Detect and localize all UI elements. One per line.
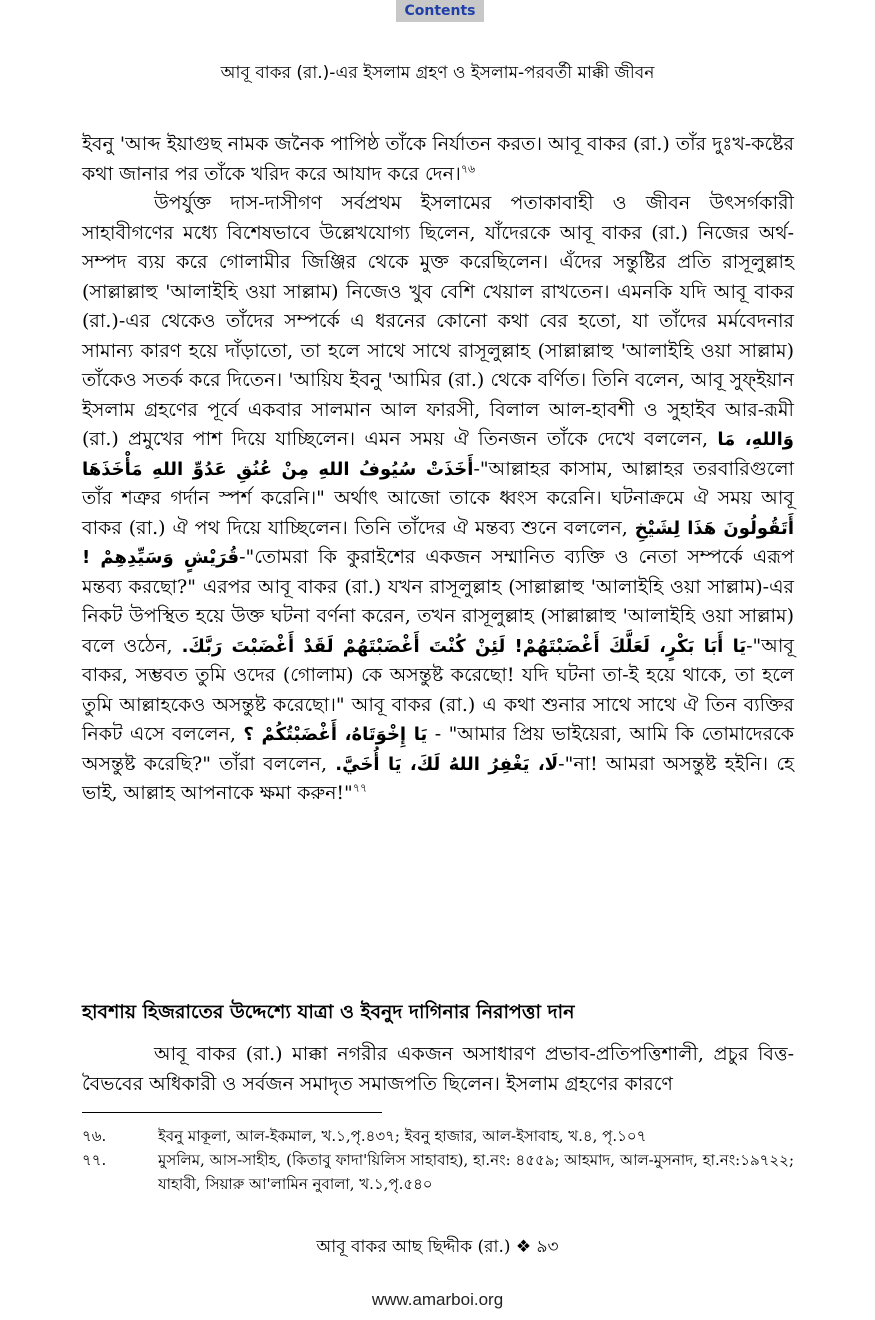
page-footer: আবূ বাকর আছ ছিদ্দীক (রা.) ❖ ৯৩ [316, 1237, 559, 1257]
footnote-text: ইবনু মাকূলা, আল-ইকমাল, খ.১,পৃ.৪৩৭; ইবনু হাজার, আল-ইসাবাহ, খ.৪, পৃ.১০৭ [158, 1127, 647, 1145]
arabic-quote-2: أَتَقُولُونَ هَذَا لِشَيْخِ قُرَيْشٍ وَسَيِّدِهِمْ ! [82, 517, 794, 568]
arabic-quote-3: يَا أَبَا بَكْرٍ، لَعَلَّكَ أَغْضَبْتَهُمْ! لَئِنْ كُنْتَ أَغْضَبْتَهُمْ لَقَدْ أَغْضَبْتَ رَبَّكَ. [181, 635, 747, 657]
footnote-number: ৭৬. [82, 1127, 107, 1145]
section-heading: হাবশায় হিজরাতের উদ্দেশ্যে যাত্রা ও ইবনুদ দাগিনার নিরাপত্তা দান [82, 1001, 575, 1023]
body-text [82, 130, 794, 809]
footnote-divider [82, 1112, 382, 1113]
arabic-quote-4: يَا إِخْوَتَاهُ، أَغْضَبْتُكُمْ ؟ [243, 724, 428, 745]
arabic-quote-1: وَاللهِ، مَا أَخَذَتْ سُيُوفُ اللهِ مِنْ عُنُقِ عَدُوِّ اللهِ مَأْخَذَهَا [82, 429, 794, 480]
main-text-2: -"আল্লাহর কাসাম, আল্লাহর তরবারিগুলো তাঁর শত্রুর গর্দান স্পর্শ করেনি।" অর্থাৎ আজো তাকে ধ্বংস করেনি। ঘটনাক্রমে ঐ সময় আবূ বাকর (রা.) ঐ পথ দিয়ে যাচ্ছিলেন। তিনি তাঁদের ঐ মন্তব্য শুনে বললেন, [82, 457, 794, 539]
footnote-text: মুসলিম, আস-সাহীহ, (কিতাবু ফাদা'য়িলিস সাহাবাহ), হা.নং: ৪৫৫৯; আহমাদ, আল-মুসনাদ, হা.নং:১৯৭২২; যাহাবী, সিয়ারু আ'লামিন নুবালা, খ.১,পৃ.৫৪০ [158, 1151, 794, 1193]
main-text-6: -"না! আমরা অসন্তুষ্ট হইনি। হে ভাই, আল্লাহ আপনাকে ক্ষমা করুন!" [82, 752, 795, 804]
site-url[interactable]: www.amarboi.org [371, 1290, 504, 1309]
footnote-ref-77[interactable]: ৭৭ [352, 781, 368, 795]
paragraph-main [82, 189, 794, 809]
arabic-quote-5: لَا، يَغْفِرُ اللهُ لَكَ، يَا أُخَيَّ. [335, 753, 559, 775]
main-text-1: উপর্যুক্ত দাস-দাসীগণ সর্বপ্রথম ইসলামের পতাকাবাহী ও জীবন উৎসর্গকারী সাহাবীগণের মধ্যে বিশেষভাবে উল্লেখযোগ্য ছিলেন, যাঁদেরকে আবূ বাকর (রা.) নিজের অর্থ-সম্পদ ব্যয় করে গোলামীর জিঞ্জির থেকে মুক্ত করেছিলেন। এঁদের সন্তুষ্টির প্রতি রাসূলুল্লাহ (সাল্লাল্লাহু 'আলাইহি ওয়া সাল্লাম) নিজেও খুব বেশি খেয়াল রাখতেন। এমনকি যদি আবূ বাকর (রা.)-এর থেকেও তাঁদের সম্পর্কে এ ধরনের কোনো কথা বের হতো, যা তাঁদের মর্মবেদনার সামান্য কারণ হয়ে দাঁড়াতো, তা হলে সাথে সাথে রাসূলুল্লাহ (সাল্লাল্লাহু 'আলাইহি ওয়া সাল্লাম) তাঁকেও সতর্ক করে দিতেন। 'আয়িয ইবনু 'আমির (রা.) থেকে বর্ণিত। তিনি বলেন, আবূ সুফ্ইয়ান ইসলাম গ্রহণের পূর্বে একবার সালমান আল ফারসী, বিলাল আল-হাবশী ও সুহাইব আর-রূমী (রা.) প্রমুখের পাশ দিয়ে যাচ্ছিলেন। এমন সময় ঐ তিনজন তাঁকে দেখে বললেন, [82, 192, 794, 450]
contents-button[interactable]: Contents [396, 0, 484, 22]
footnote-ref-76[interactable]: ৭৬ [460, 162, 476, 176]
paragraph-1 [82, 130, 794, 189]
footnote-76 [82, 1124, 794, 1148]
main-text-3: -"তোমরা কি কুরাইশের একজন সম্মানিত ব্যক্তি ও নেতা সম্পর্কে এরূপ মন্তব্য করছো?" এরপর আবূ বাকর (রা.) যখন রাসূলুল্লাহ (সাল্লাল্লাহু 'আলাইহি ওয়া সাল্লাম)-এর নিকট উপস্থিত হয়ে উক্ত ঘটনা বর্ণনা করেন, তখন রাসূলুল্লাহ (সাল্লাল্লাহু 'আলাইহি ওয়া সাল্লাম) বলে ওঠেন, [82, 546, 794, 657]
running-head: আবূ বাকর (রা.)-এর ইসলাম গ্রহণ ও ইসলাম-পরবর্তী মাক্কী জীবন [220, 63, 655, 83]
footnotes [82, 1124, 794, 1196]
footnote-77 [82, 1148, 794, 1196]
footnote-number: ৭৭. [82, 1151, 107, 1169]
main-text-5: - "আমার প্রিয় ভাইয়েরা, আমি কি তোমাদেরকে অসন্তুষ্ট করেছি?" তাঁরা বললেন, [82, 723, 795, 775]
main-text-4: -"আবূ বাকর, সম্ভবত তুমি ওদের (গোলাম) কে অসন্তুষ্ট করেছো! যদি ঘটনা তা-ই হয়ে থাকে, তা হলে তুমি আল্লাহকেও অসন্তুষ্ট করেছো।" আবূ বাকর (রা.) এ কথা শুনার সাথে সাথে ঐ তিন ব্যক্তির নিকট এসে বললেন, [82, 634, 794, 745]
paragraph-2: আবূ বাকর (রা.) মাক্কা নগরীর একজন অসাধারণ প্রভাব-প্রতিপত্তিশালী, প্রচুর বিত্ত-বৈভবের অধিকারী ও সর্বজন সমাদৃত সমাজপতি ছিলেন। ইসলাম গ্রহণের কারণে [82, 1043, 794, 1095]
paragraph-1-text: ইবনু 'আব্দ ইয়াগুছ নামক জনৈক পাপিষ্ঠ তাঁকে নির্যাতন করত। আবূ বাকর (রা.) তাঁর দুঃখ-কষ্টের কথা জানার পর তাঁকে খরিদ করে আযাদ করে দেন। [82, 133, 794, 185]
